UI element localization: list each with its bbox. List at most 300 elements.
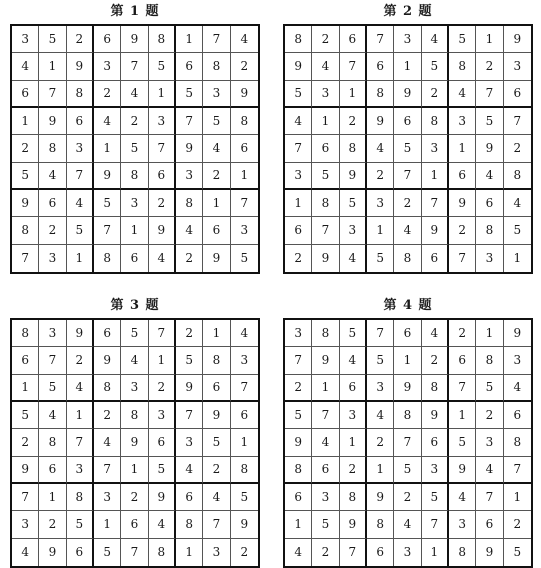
sudoku-cell: 3: [340, 402, 367, 429]
sudoku-cell: 7: [422, 511, 449, 538]
sudoku-cell: 6: [422, 429, 449, 456]
sudoku-cell: 2: [39, 511, 66, 538]
sudoku-cell: 4: [176, 457, 203, 484]
sudoku-cell: 4: [203, 484, 230, 511]
sudoku-cell: 5: [476, 108, 503, 135]
sudoku-cell: 8: [340, 484, 367, 511]
sudoku-cell: 4: [394, 217, 421, 244]
sudoku-cell: 1: [12, 375, 39, 402]
sudoku-cell: 1: [67, 402, 94, 429]
sudoku-cell: 9: [39, 539, 66, 566]
sudoku-cell: 8: [367, 511, 394, 538]
sudoku-cell: 7: [203, 511, 230, 538]
sudoku-cell: 8: [67, 484, 94, 511]
sudoku-cell: 5: [149, 457, 176, 484]
sudoku-cell: 3: [504, 53, 531, 80]
sudoku-cell: 3: [149, 108, 176, 135]
sudoku-cell: 5: [476, 375, 503, 402]
sudoku-cell: 7: [39, 81, 66, 108]
sudoku-cell: 3: [176, 429, 203, 456]
sudoku-cell: 6: [285, 217, 312, 244]
sudoku-puzzle-2: [283, 0, 533, 274]
sudoku-cell: 5: [367, 245, 394, 272]
sudoku-cell: 9: [176, 375, 203, 402]
sudoku-cell: 3: [285, 163, 312, 190]
sudoku-cell: 2: [121, 484, 148, 511]
sudoku-cell: 7: [285, 347, 312, 374]
sudoku-cell: 6: [449, 347, 476, 374]
sudoku-cell: 3: [12, 26, 39, 53]
sudoku-cell: 9: [422, 217, 449, 244]
sudoku-cell: 3: [149, 402, 176, 429]
sudoku-cell: 3: [67, 135, 94, 162]
sudoku-cell: 6: [12, 347, 39, 374]
sudoku-cell: 9: [367, 484, 394, 511]
sudoku-cell: 6: [149, 163, 176, 190]
sudoku-cell: 6: [367, 539, 394, 566]
sudoku-cell: 7: [121, 53, 148, 80]
sudoku-cell: 4: [504, 375, 531, 402]
sudoku-cell: 6: [340, 26, 367, 53]
sudoku-cell: 8: [203, 347, 230, 374]
sudoku-cell: 6: [67, 539, 94, 566]
sudoku-cell: 2: [449, 320, 476, 347]
sudoku-cell: 7: [394, 429, 421, 456]
sudoku-puzzle-4: [283, 294, 533, 568]
sudoku-cell: 9: [39, 108, 66, 135]
sudoku-cell: 2: [176, 320, 203, 347]
sudoku-cell: 9: [422, 402, 449, 429]
sudoku-cell: 7: [67, 163, 94, 190]
sudoku-cell: 1: [367, 457, 394, 484]
sudoku-cell: 2: [285, 375, 312, 402]
sudoku-cell: 8: [94, 375, 121, 402]
sudoku-cell: 6: [121, 245, 148, 272]
sudoku-cell: 8: [504, 429, 531, 456]
sudoku-cell: 5: [203, 429, 230, 456]
sudoku-cell: 1: [422, 163, 449, 190]
sudoku-cell: 9: [67, 320, 94, 347]
sudoku-cell: 8: [504, 163, 531, 190]
sudoku-cell: 9: [231, 511, 258, 538]
sudoku-cell: 5: [39, 375, 66, 402]
sudoku-cell: 5: [121, 320, 148, 347]
sudoku-cell: 2: [504, 135, 531, 162]
sudoku-cell: 9: [312, 347, 339, 374]
sudoku-cell: 3: [476, 429, 503, 456]
sudoku-cell: 5: [394, 457, 421, 484]
sudoku-cell: 2: [367, 429, 394, 456]
sudoku-cell: 8: [149, 26, 176, 53]
sudoku-cell: 7: [312, 217, 339, 244]
sudoku-cell: 4: [12, 53, 39, 80]
sudoku-cell: 3: [449, 108, 476, 135]
sudoku-cell: 1: [231, 163, 258, 190]
sudoku-cell: 7: [449, 245, 476, 272]
sudoku-cell: 7: [394, 163, 421, 190]
sudoku-cell: 7: [340, 53, 367, 80]
sudoku-cell: 8: [449, 539, 476, 566]
sudoku-grid: [10, 318, 260, 568]
sudoku-cell: 1: [149, 81, 176, 108]
sudoku-cell: 4: [94, 429, 121, 456]
sudoku-cell: 7: [176, 402, 203, 429]
sudoku-cell: 6: [203, 375, 230, 402]
sudoku-cell: 2: [94, 81, 121, 108]
sudoku-cell: 3: [203, 539, 230, 566]
sudoku-cell: 8: [176, 511, 203, 538]
sudoku-cell: 9: [285, 53, 312, 80]
sudoku-cell: 2: [94, 402, 121, 429]
sudoku-cell: 5: [367, 347, 394, 374]
sudoku-cell: 5: [12, 163, 39, 190]
sudoku-cell: 8: [422, 108, 449, 135]
sudoku-cell: 2: [394, 190, 421, 217]
sudoku-cell: 8: [94, 245, 121, 272]
sudoku-cell: 1: [39, 53, 66, 80]
sudoku-cell: 5: [285, 402, 312, 429]
sudoku-cell: 4: [67, 190, 94, 217]
sudoku-cell: 3: [312, 484, 339, 511]
sudoku-cell: 6: [94, 320, 121, 347]
sudoku-cell: 4: [149, 511, 176, 538]
puzzle-title: 第 3 题: [110, 298, 160, 313]
sudoku-cell: 1: [367, 217, 394, 244]
sudoku-cell: 5: [67, 217, 94, 244]
sudoku-cell: 8: [394, 245, 421, 272]
sudoku-cell: 3: [285, 320, 312, 347]
sudoku-cell: 4: [394, 511, 421, 538]
sudoku-cell: 8: [285, 457, 312, 484]
sudoku-cell: 6: [149, 429, 176, 456]
sudoku-cell: 4: [340, 347, 367, 374]
sudoku-cell: 3: [422, 135, 449, 162]
sudoku-cell: 7: [449, 375, 476, 402]
sudoku-cell: 1: [394, 53, 421, 80]
sudoku-cell: 2: [449, 217, 476, 244]
sudoku-cell: 3: [504, 347, 531, 374]
sudoku-cell: 2: [367, 163, 394, 190]
sudoku-cell: 8: [203, 53, 230, 80]
sudoku-cell: 1: [476, 26, 503, 53]
sudoku-cell: 1: [285, 511, 312, 538]
sudoku-cell: 8: [312, 190, 339, 217]
sudoku-cell: 2: [476, 53, 503, 80]
sudoku-cell: 7: [312, 402, 339, 429]
sudoku-cell: 9: [340, 511, 367, 538]
sudoku-cell: 6: [394, 320, 421, 347]
sudoku-cell: 9: [176, 135, 203, 162]
sudoku-cell: 5: [449, 429, 476, 456]
sudoku-puzzle-3: [10, 294, 260, 568]
sudoku-cell: 6: [94, 26, 121, 53]
sudoku-cell: 2: [312, 539, 339, 566]
sudoku-cell: 5: [513, 545, 522, 560]
sudoku-cell: 9: [285, 429, 312, 456]
sudoku-cell: 1: [285, 190, 312, 217]
sudoku-cell: 3: [367, 375, 394, 402]
sudoku-cell: 9: [94, 163, 121, 190]
sudoku-cell: 6: [176, 53, 203, 80]
sudoku-grid: [10, 24, 260, 274]
sudoku-cell: 5: [449, 26, 476, 53]
sudoku-cell: 4: [367, 402, 394, 429]
sudoku-grid: [283, 318, 533, 568]
sudoku-cell: 8: [12, 217, 39, 244]
sudoku-cell: 7: [476, 484, 503, 511]
sudoku-cell: 7: [476, 81, 503, 108]
sudoku-cell: 9: [476, 135, 503, 162]
sudoku-cell: 9: [67, 53, 94, 80]
sudoku-cell: 3: [94, 484, 121, 511]
sudoku-cell: 3: [39, 320, 66, 347]
sudoku-cell: 9: [149, 484, 176, 511]
sudoku-cell: 8: [121, 402, 148, 429]
sudoku-cell: 4: [422, 320, 449, 347]
sudoku-cell: 4: [149, 245, 176, 272]
sudoku-cell: 8: [12, 320, 39, 347]
puzzle-title: 第 4 题: [383, 298, 433, 313]
sudoku-cell: 1: [449, 402, 476, 429]
sudoku-cell: 1: [203, 320, 230, 347]
puzzle-title: 第 1 题: [110, 4, 160, 19]
sudoku-cell: 9: [394, 81, 421, 108]
sudoku-cell: 4: [285, 539, 312, 566]
sudoku-cell: 9: [312, 245, 339, 272]
sudoku-cell: 9: [449, 457, 476, 484]
sudoku-cell: 4: [39, 402, 66, 429]
sudoku-cell: 7: [39, 347, 66, 374]
sudoku-cell: 9: [12, 190, 39, 217]
sudoku-cell: 2: [176, 245, 203, 272]
sudoku-cell: 6: [39, 190, 66, 217]
sudoku-cell: 8: [121, 163, 148, 190]
sudoku-cell: 8: [149, 539, 176, 566]
sudoku-cell: 2: [12, 135, 39, 162]
sudoku-cell: 1: [67, 245, 94, 272]
sudoku-cell: 3: [121, 190, 148, 217]
sudoku-cell: 8: [367, 81, 394, 108]
sudoku-cell: 3: [422, 457, 449, 484]
sudoku-cell: 9: [476, 539, 503, 566]
sudoku-cell: 4: [312, 429, 339, 456]
sudoku-cell: 1: [476, 320, 503, 347]
sudoku-cell: 2: [67, 347, 94, 374]
sudoku-cell: 5: [394, 135, 421, 162]
sudoku-cell: 6: [121, 511, 148, 538]
sudoku-cell: 7: [504, 108, 531, 135]
sudoku-cell: 4: [285, 108, 312, 135]
sudoku-cell: 4: [422, 26, 449, 53]
sudoku-cell: 4: [449, 484, 476, 511]
sudoku-cell: 3: [67, 457, 94, 484]
sudoku-cell: 4: [367, 135, 394, 162]
sudoku-cell: 8: [449, 53, 476, 80]
sudoku-cell: 2: [394, 484, 421, 511]
sudoku-cell: 1: [449, 135, 476, 162]
sudoku-cell: 5: [94, 539, 121, 566]
sudoku-cell: 2: [203, 457, 230, 484]
sudoku-cell: 2: [231, 53, 258, 80]
sudoku-cell: 2: [149, 190, 176, 217]
sudoku-cell: 8: [39, 429, 66, 456]
sudoku-cell: 8: [285, 26, 312, 53]
sudoku-cell: 4: [94, 108, 121, 135]
sudoku-cell: 4: [39, 163, 66, 190]
sudoku-cell: 6: [422, 245, 449, 272]
sudoku-cell: 2: [312, 26, 339, 53]
sudoku-cell: 2: [476, 402, 503, 429]
sudoku-cell: 1: [12, 108, 39, 135]
sudoku-cell: 5: [12, 402, 39, 429]
sudoku-cell: 9: [504, 320, 531, 347]
sudoku-cell: 3: [394, 26, 421, 53]
sudoku-cell: 4: [340, 245, 367, 272]
sudoku-cell: 3: [449, 511, 476, 538]
sudoku-cell: 9: [340, 163, 367, 190]
sudoku-cell: 1: [340, 429, 367, 456]
sudoku-cell: 7: [149, 320, 176, 347]
sudoku-cell: 6: [476, 511, 503, 538]
sudoku-cell: 9: [149, 217, 176, 244]
sudoku-cell: 1: [176, 539, 203, 566]
sudoku-cell: 5: [176, 347, 203, 374]
sudoku-cell: 7: [285, 135, 312, 162]
sudoku-cell: 5: [422, 484, 449, 511]
sudoku-cell: 6: [39, 457, 66, 484]
sudoku-cell: 3: [203, 81, 230, 108]
sudoku-cell: 7: [94, 457, 121, 484]
sudoku-cell: 5: [94, 190, 121, 217]
sudoku-cell: 5: [67, 511, 94, 538]
sudoku-cell: 5: [312, 163, 339, 190]
sudoku-cell: 7: [367, 26, 394, 53]
sudoku-cell: 8: [340, 135, 367, 162]
sudoku-cell: 7: [12, 245, 39, 272]
sudoku-cell: 8: [476, 217, 503, 244]
sudoku-cell: 2: [422, 81, 449, 108]
sudoku-cell: 8: [39, 135, 66, 162]
sudoku-cell: 8: [422, 375, 449, 402]
sudoku-cell: 9: [504, 26, 531, 53]
sudoku-cell: 1: [176, 26, 203, 53]
sudoku-cell: 7: [67, 429, 94, 456]
sudoku-cell: 6: [367, 53, 394, 80]
sudoku-cell: 2: [240, 545, 249, 560]
sudoku-cell: 7: [231, 190, 258, 217]
sudoku-cell: 9: [394, 375, 421, 402]
sudoku-cell: 3: [367, 190, 394, 217]
sudoku-cell: 6: [476, 190, 503, 217]
sudoku-cell: 3: [176, 163, 203, 190]
sudoku-cell: 3: [121, 375, 148, 402]
sudoku-cell: 4: [476, 163, 503, 190]
sudoku-cell: 6: [312, 135, 339, 162]
sudoku-cell: 1: [340, 81, 367, 108]
sudoku-cell: 1: [513, 251, 522, 266]
sudoku-cell: 5: [340, 190, 367, 217]
sudoku-cell: 5: [231, 484, 258, 511]
sudoku-cell: 9: [121, 26, 148, 53]
sudoku-cell: 1: [121, 457, 148, 484]
sudoku-cell: 4: [67, 375, 94, 402]
sudoku-cell: 7: [149, 135, 176, 162]
sudoku-cell: 3: [231, 217, 258, 244]
sudoku-cell: 4: [449, 81, 476, 108]
sudoku-cell: 6: [504, 402, 531, 429]
sudoku-cell: 2: [504, 511, 531, 538]
sudoku-cell: 6: [203, 217, 230, 244]
puzzle-title: 第 2 题: [383, 4, 433, 19]
sudoku-cell: 6: [285, 484, 312, 511]
sudoku-cell: 5: [422, 53, 449, 80]
sudoku-cell: 9: [12, 457, 39, 484]
sudoku-cell: 7: [504, 457, 531, 484]
sudoku-cell: 2: [12, 429, 39, 456]
sudoku-puzzle-1: [10, 0, 260, 274]
sudoku-cell: 7: [203, 26, 230, 53]
sudoku-cell: 7: [367, 320, 394, 347]
sudoku-cell: 3: [340, 217, 367, 244]
sudoku-cell: 1: [504, 484, 531, 511]
sudoku-cell: 9: [203, 402, 230, 429]
sudoku-grid: [283, 24, 533, 274]
sudoku-cell: 3: [12, 511, 39, 538]
sudoku-cell: 7: [422, 190, 449, 217]
sudoku-cell: 6: [231, 135, 258, 162]
sudoku-cell: 1: [422, 539, 449, 566]
sudoku-cell: 6: [12, 81, 39, 108]
sudoku-cell: 6: [176, 484, 203, 511]
sudoku-cell: 3: [94, 53, 121, 80]
sudoku-cell: 8: [176, 190, 203, 217]
sudoku-cell: 1: [94, 135, 121, 162]
sudoku-cell: 4: [176, 217, 203, 244]
sudoku-cell: 6: [312, 457, 339, 484]
sudoku-cell: 4: [121, 347, 148, 374]
sudoku-cell: 9: [94, 347, 121, 374]
sudoku-cell: 2: [67, 26, 94, 53]
sudoku-cell: 5: [121, 135, 148, 162]
sudoku-cell: 3: [231, 347, 258, 374]
sudoku-cell: 8: [231, 457, 258, 484]
sudoku-cell: 3: [394, 539, 421, 566]
sudoku-cell: 1: [39, 484, 66, 511]
sudoku-cell: 6: [340, 375, 367, 402]
sudoku-cell: 2: [422, 347, 449, 374]
sudoku-cell: 5: [203, 108, 230, 135]
sudoku-cell: 1: [231, 429, 258, 456]
sudoku-cell: 1: [312, 375, 339, 402]
sudoku-cell: 5: [240, 251, 249, 266]
sudoku-cell: 8: [312, 320, 339, 347]
sudoku-cell: 9: [231, 81, 258, 108]
sudoku-cell: 5: [340, 320, 367, 347]
sudoku-cell: 7: [176, 108, 203, 135]
sudoku-cell: 8: [67, 81, 94, 108]
sudoku-cell: 5: [149, 53, 176, 80]
sudoku-cell: 9: [203, 245, 230, 272]
sudoku-cell: 1: [149, 347, 176, 374]
sudoku-cell: 2: [285, 245, 312, 272]
sudoku-cell: 4: [203, 135, 230, 162]
sudoku-cell: 7: [121, 539, 148, 566]
sudoku-cell: 4: [504, 190, 531, 217]
sudoku-cell: 6: [504, 81, 531, 108]
sudoku-cell: 4: [12, 539, 39, 566]
sudoku-cell: 2: [149, 375, 176, 402]
sudoku-cell: 2: [203, 163, 230, 190]
